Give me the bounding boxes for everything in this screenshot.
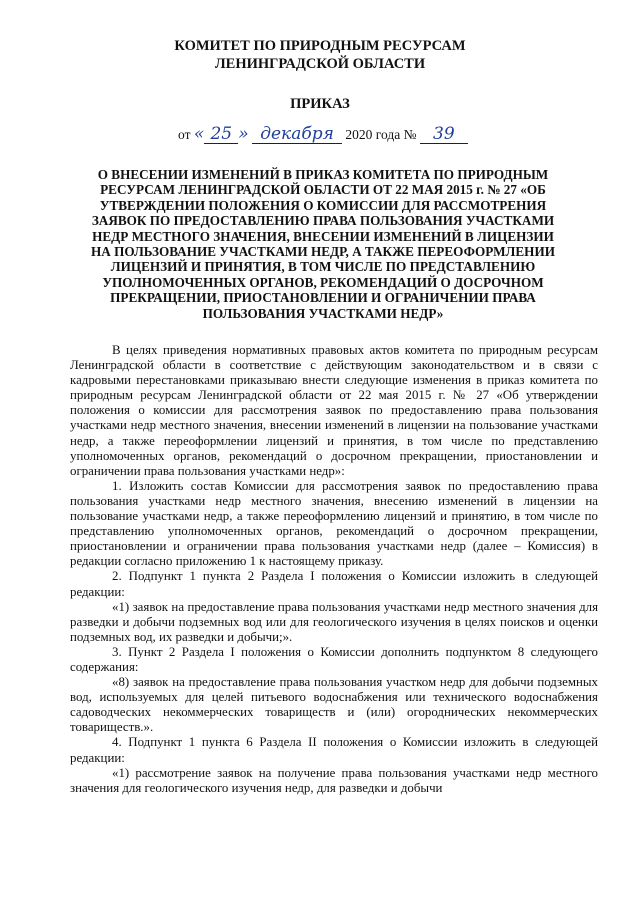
paragraph-item-2: 2. Подпункт 1 пункта 2 Раздела I положения о Комиссии изложить в следующей редакции: <box>70 569 598 599</box>
paragraph-preamble: В целях приведения нормативных правовых актов комитета по природным ресурсам Ленинградской области в соответствие с действующим законодательством и в связи с кадровыми перестановками приказываю внести следующие изменения в приказ комитета по природным ресурсам Ленинградской области от 22 мая 2015 г. № 27 «Об утверждении положения о комиссии для рассмотрения заявок по предоставлению права пользования участками недр местного значения, внесении изменений в лицензии на пользование участками недр, а также переоформлении лицензий и принятия, в том числе по представлению уполномоченных органов, рекомендаций о досрочном прекращении, приостановлении и ограничении права пользования участками недр»: <box>70 343 598 478</box>
paragraph-item-1: 1. Изложить состав Комиссии для рассмотрения заявок по предоставлению права пользования участками недр местного значения, внесению изменений в лицензии на пользование участками недр, а также переоформлению лицензий и принятию, в том числе по представлению уполномоченных органов, рекомендаций о досрочном прекращении, приостановлении и ограничении права пользования участками недр (далее – Комиссия) в редакции согласно приложению 1 к настоящему приказу. <box>70 478 598 569</box>
close-quote: » <box>238 124 249 144</box>
order-subject-heading: О ВНЕСЕНИИ ИЗМЕНЕНИЙ В ПРИКАЗ КОМИТЕТА ПО ПРИРОДНЫМ РЕСУРСАМ ЛЕНИНГРАДСКОЙ ОБЛАСТИ ОТ 22 МАЯ 2015 г. № 27 «ОБ УТВЕРЖДЕНИИ ПОЛОЖЕНИЯ О КОМИССИИ ДЛЯ РАССМОТРЕНИЯ ЗАЯВОК ПО ПРЕДОСТАВЛЕНИЮ ПРАВА ПОЛЬЗОВАНИЯ УЧАСТКАМИ НЕДР МЕСТНОГО ЗНАЧЕНИЯ, ВНЕСЕНИИ ИЗМЕНЕНИЙ В ЛИЦЕНЗИИ НА ПОЛЬЗОВАНИЕ УЧАСТКАМИ НЕДР, А ТАКЖЕ ПЕРЕОФОРМЛЕНИИ ЛИЦЕНЗИЙ И ПРИНЯТИЯ, В ТОМ ЧИСЛЕ ПО ПРЕДСТАВЛЕНИЮ УПОЛНОМОЧЕННЫХ ОРГАНОВ, РЕКОМЕНДАЦИЙ О ДОСРОЧНОМ ПРЕКРАЩЕНИИ, ПРИОСТАНОВЛЕНИИ И ОГРАНИЧЕНИИ ПРАВА ПОЛЬЗОВАНИЯ УЧАСТКАМИ НЕДР» <box>91 167 555 321</box>
paragraph-item-2-text: «1) заявок на предоставление права пользования участками недр местного значения для разведки и добычи подземных вод или для геологического изучения в целях поисков и оценки подземных вод, их разведки и добычи;». <box>70 599 598 644</box>
organization-name-line-1: КОМИТЕТ ПО ПРИРОДНЫМ РЕСУРСАМ <box>174 38 466 54</box>
order-date-line <box>178 124 468 144</box>
paragraph-item-4: 4. Подпункт 1 пункта 6 Раздела II положения о Комиссии изложить в следующей редакции: <box>70 735 598 765</box>
document-type-title: ПРИКАЗ <box>290 96 350 112</box>
year-and-number-label: 2020 года № <box>345 127 417 142</box>
organization-name-line-2: ЛЕНИНГРАДСКОЙ ОБЛАСТИ <box>214 56 426 72</box>
paragraph-item-3: 3. Пункт 2 Раздела I положения о Комиссии дополнить подпунктом 8 следующего содержания: <box>70 644 598 674</box>
paragraph-item-3-text: «8) заявок на предоставление права пользования участком недр для добычи подземных вод, используемых для целей питьевого водоснабжения или технического водоснабжения садоводческих некоммерческих товариществ и (или) огороднических некоммерческих товариществ.». <box>70 675 598 735</box>
date-prefix: от <box>178 127 191 142</box>
order-body <box>70 343 598 796</box>
handwritten-order-number: 39 <box>420 126 468 144</box>
open-quote: « <box>193 124 205 144</box>
paragraph-item-4-text: «1) рассмотрение заявок на получение права пользования участками недр местного значения для геологического изучения недр, для разведки и добычи <box>70 765 598 795</box>
handwritten-day: 25 <box>204 126 238 144</box>
handwritten-month: декабря <box>252 126 342 144</box>
